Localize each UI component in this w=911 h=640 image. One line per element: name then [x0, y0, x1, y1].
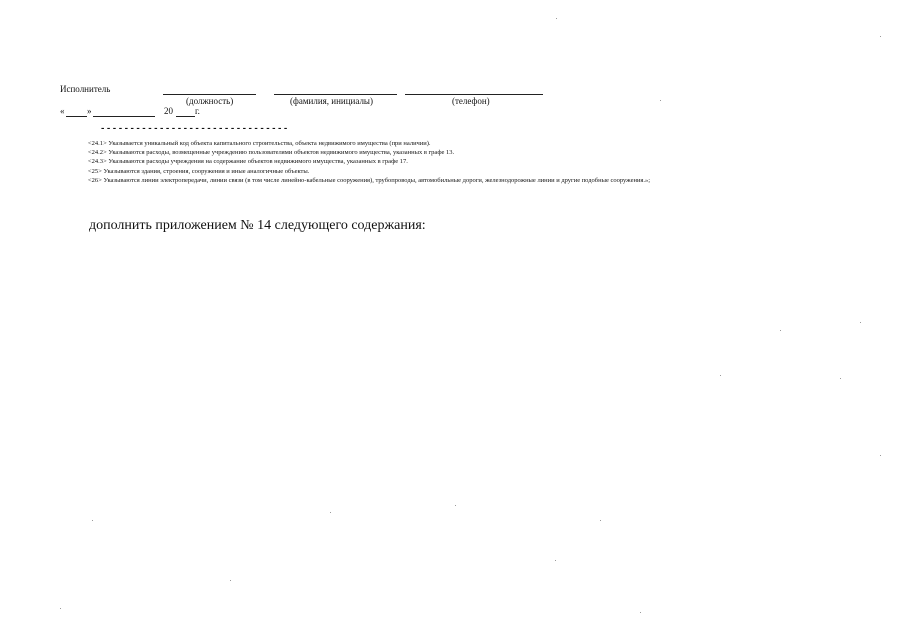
- scan-speck: [720, 375, 721, 376]
- footnote-24-2: <24.2> Указываются расходы, возмещенные учреждению пользователями объектов недвижимого имущества, указанных в графе 13.: [88, 149, 455, 157]
- date-day-line: [66, 116, 87, 117]
- footnote-25: <25> Указываются здания, строения, сооружения и иные аналогичные объекты.: [88, 167, 310, 175]
- scan-speck: [860, 322, 861, 323]
- date-year-prefix: 20: [164, 106, 173, 116]
- scan-speck: [330, 512, 331, 513]
- scan-speck: [880, 36, 881, 37]
- scan-speck: [92, 520, 93, 521]
- scan-speck: [880, 455, 881, 456]
- scan-speck: [556, 18, 557, 19]
- scan-speck: [660, 100, 661, 101]
- scan-speck: [640, 612, 641, 613]
- footnotes-list: [88, 139, 650, 185]
- scan-speck: [600, 520, 601, 521]
- scan-speck: [455, 505, 456, 506]
- scan-speck: [60, 608, 61, 609]
- scan-speck: [840, 378, 841, 379]
- position-signature-line: [163, 94, 256, 95]
- date-year-suffix: г.: [195, 106, 200, 116]
- position-caption: (должность): [186, 96, 234, 106]
- footnote-separator: --------------------------------: [100, 124, 289, 134]
- scan-speck: [780, 330, 781, 331]
- executor-label: Исполнитель: [60, 84, 111, 94]
- footnote-24-3: <24.3> Указываются расходы учреждения на содержание объектов недвижимого имущества, указанных в графе 17.: [88, 158, 408, 166]
- scan-speck: [230, 580, 231, 581]
- footnote-24-1: <24.1> Указывается уникальный код объекта капитального строительства, объекта недвижимого имущества (при наличии).: [88, 140, 431, 147]
- phone-caption: (телефон): [452, 96, 490, 106]
- phone-signature-line: [405, 94, 543, 95]
- date-open-quote: «: [60, 106, 65, 116]
- name-caption: (фамилия, инициалы): [290, 96, 373, 106]
- name-signature-line: [274, 94, 397, 95]
- date-close-quote: »: [87, 106, 92, 116]
- date-month-line: [93, 116, 155, 117]
- date-year-line: [176, 116, 195, 117]
- footnote-26: <26> Указываются линии электропередачи, линии связи (в том числе линейно-кабельные сооружения), трубопроводы, автомобильные дороги, железнодорожные линии и другие подобные сооружения.»;: [88, 176, 651, 184]
- scan-speck: [555, 560, 556, 561]
- amendment-text: дополнить приложением № 14 следующего содержания:: [89, 218, 426, 233]
